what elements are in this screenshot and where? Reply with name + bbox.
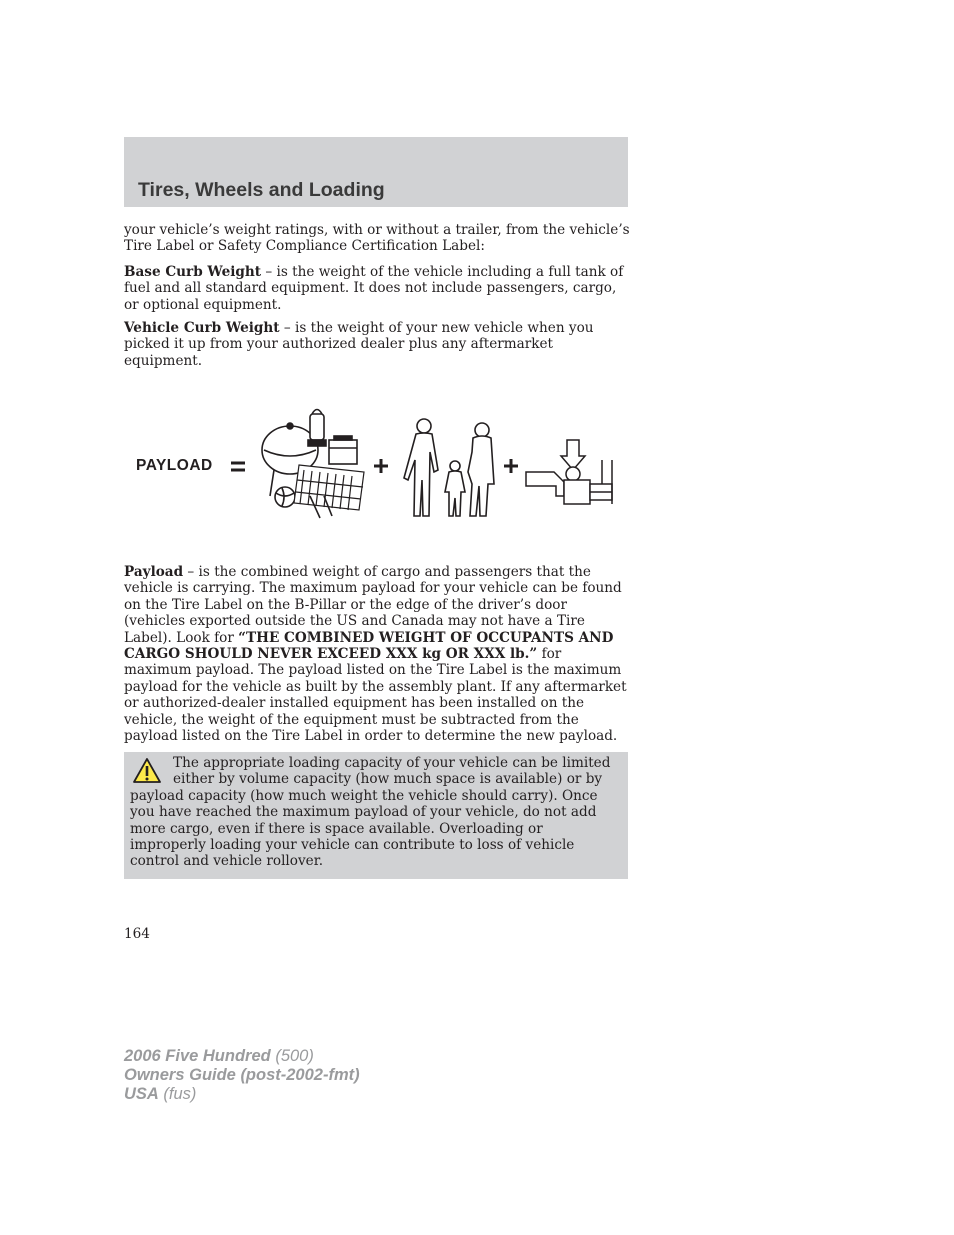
warning-text: The appropriate loading capacity of your vehicle can be limited either by volume capacity (how much space is available) or by payload capacity (how much weight the vehicle should carry). Once you have reached the maximum payload of your vehicle, do not add more cargo, even if there is space available. Overloading or improperly loading your vehicle can contribute to loss of vehicle control and vehicle rollover. — [130, 755, 611, 870]
payload-illustration-label: PAYLOAD — [136, 457, 213, 474]
warning-box — [124, 752, 628, 879]
cargo-icon — [262, 410, 364, 519]
warning-icon-spacer — [130, 755, 173, 785]
payload-definition-part1: – is the combined weight of cargo and passengers that the vehicle is carrying. The maximum payload for your vehicle can be found on the Tire Label on the B-Pillar or the edge of the driver’s door (vehicles exported outside the US and Canada may not have a Tire Label). Look for — [124, 564, 622, 646]
trailer-hitch-icon — [526, 440, 612, 504]
footer-guide: Owners Guide (post-2002-fmt) — [124, 1066, 360, 1084]
vehicle-curb-weight-definition: – is the weight of your new vehicle when you picked it up from your authorized dealer plus any aftermarket equipment. — [124, 320, 594, 369]
payload-label-quote: “THE COMBINED WEIGHT OF OCCUPANTS AND CARGO SHOULD NEVER EXCEED XXX kg OR XXX lb.” — [124, 629, 614, 663]
payload-paragraph — [124, 564, 630, 744]
footer-market: USA — [124, 1085, 159, 1103]
base-curb-weight-term: Base Curb Weight — [124, 264, 262, 280]
plus-sign-1 — [374, 459, 388, 473]
footer-line-2 — [124, 1066, 360, 1085]
section-header-band — [124, 137, 628, 207]
payload-term: Payload — [124, 564, 184, 580]
plus-sign-2 — [504, 459, 518, 473]
footer-model-code: (500) — [270, 1047, 314, 1065]
base-curb-weight-definition: – is the weight of the vehicle including a full tank of fuel and all standard equipment. It does not include passengers, cargo, or optional equipment. — [124, 264, 624, 313]
passengers-icon — [404, 419, 494, 516]
payload-illustration — [124, 400, 630, 525]
warning-paragraph — [130, 755, 620, 870]
vehicle-curb-weight-paragraph — [124, 320, 630, 369]
page-number: 164 — [124, 926, 150, 942]
footer-line-3 — [124, 1085, 360, 1104]
intro-paragraph: your vehicle’s weight ratings, with or without a trailer, from the vehicle’s Tire Label or Safety Compliance Certification Label: — [124, 222, 630, 255]
footer-model: 2006 Five Hundred — [124, 1047, 271, 1065]
vehicle-curb-weight-term: Vehicle Curb Weight — [124, 320, 280, 336]
footer-line-1 — [124, 1047, 360, 1066]
base-curb-weight-paragraph — [124, 264, 630, 313]
payload-diagram-svg — [124, 400, 630, 525]
document-footer — [124, 1047, 360, 1104]
footer-market-code: (fus) — [158, 1085, 197, 1103]
payload-definition-part2: for maximum payload. The payload listed on the Tire Label is the maximum payload for the vehicle as built by the assembly plant. If any aftermarket or authorized-dealer installed equipment has been installed on the vehicle, the weight of the equipment must be subtracted from the payload listed on the Tire Label in order to determine the new payload. — [124, 646, 627, 745]
equals-sign — [231, 463, 245, 470]
section-title: Tires, Wheels and Loading — [138, 179, 385, 201]
